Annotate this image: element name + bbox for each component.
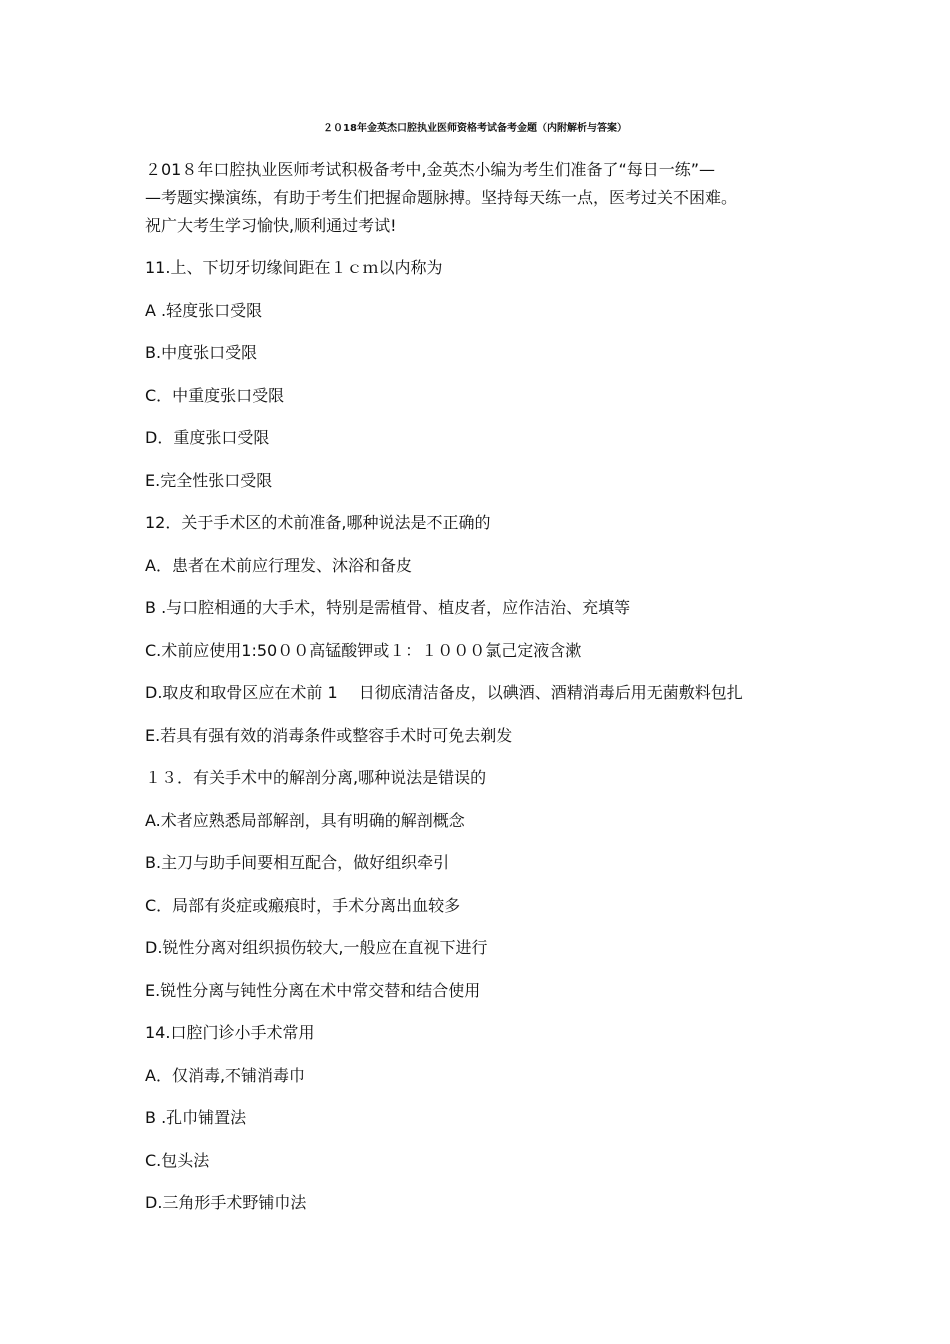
question-11-option-b: B.中度张口受限 — [145, 343, 258, 362]
question-12-option-c: C.术前应使用1:50００高锰酸钾或１：１０００氯己定液含漱 — [145, 641, 582, 660]
question-11-option-d: D．重度张口受限 — [145, 428, 270, 447]
question-12-stem: 12．关于手术区的术前准备,哪种说法是不正确的 — [145, 513, 491, 532]
question-11-option-a: A .轻度张口受限 — [145, 301, 263, 320]
question-11-stem: 11.上、下切牙切缘间距在１ｃｍ以内称为 — [145, 258, 443, 277]
question-13-option-e: E.锐性分离与钝性分离在术中常交替和结合使用 — [145, 981, 481, 1000]
question-11-option-e: E.完全性张口受限 — [145, 471, 273, 490]
question-13-option-a: A.术者应熟悉局部解剖，具有明确的解剖概念 — [145, 811, 465, 830]
question-12-option-a: A．患者在术前应行理发、沐浴和备皮 — [145, 556, 412, 575]
question-12-option-b: B .与口腔相通的大手术，特别是需植骨、植皮者，应作洁治、充填等 — [145, 598, 631, 617]
question-14-stem: 14.口腔门诊小手术常用 — [145, 1023, 315, 1042]
question-13-option-d: D.锐性分离对组织损伤较大,一般应在直视下进行 — [145, 938, 488, 957]
intro-line: ２01８年口腔执业医师考试积极备考中,金英杰小编为考生们准备了“每日一练”— — [145, 160, 716, 179]
question-13-option-b: B.主刀与助手间要相互配合，做好组织牵引 — [145, 853, 450, 872]
intro-line: —考题实操演练，有助于考生们把握命题脉搏。坚持每天练一点，医考过关不困难。 — [145, 188, 738, 207]
question-14-option-a: A．仅消毒,不铺消毒巾 — [145, 1066, 306, 1085]
question-11-option-c: C．中重度张口受限 — [145, 386, 285, 405]
question-14-option-d: D.三角形手术野铺巾法 — [145, 1193, 307, 1212]
question-14-option-c: C.包头法 — [145, 1151, 210, 1170]
intro-line: 祝广大考生学习愉快,顺利通过考试! — [145, 216, 397, 235]
question-14-option-b: B .孔巾铺置法 — [145, 1108, 247, 1127]
question-13-stem: １３．有关手术中的解剖分离,哪种说法是错误的 — [145, 768, 487, 787]
question-12-option-e: E.若具有强有效的消毒条件或整容手术时可免去剃发 — [145, 726, 513, 745]
question-13-option-c: C．局部有炎症或瘢痕时，手术分离出血较多 — [145, 896, 461, 915]
intro-paragraph — [145, 156, 810, 240]
question-12-option-d: D.取皮和取骨区应在术前 1 日彻底清洁备皮，以碘酒、酒精消毒后用无菌敷料包扎 — [145, 683, 743, 702]
document-title: ２０18年金英杰口腔执业医师资格考试备考金题（内附解析与答案） — [323, 123, 627, 134]
